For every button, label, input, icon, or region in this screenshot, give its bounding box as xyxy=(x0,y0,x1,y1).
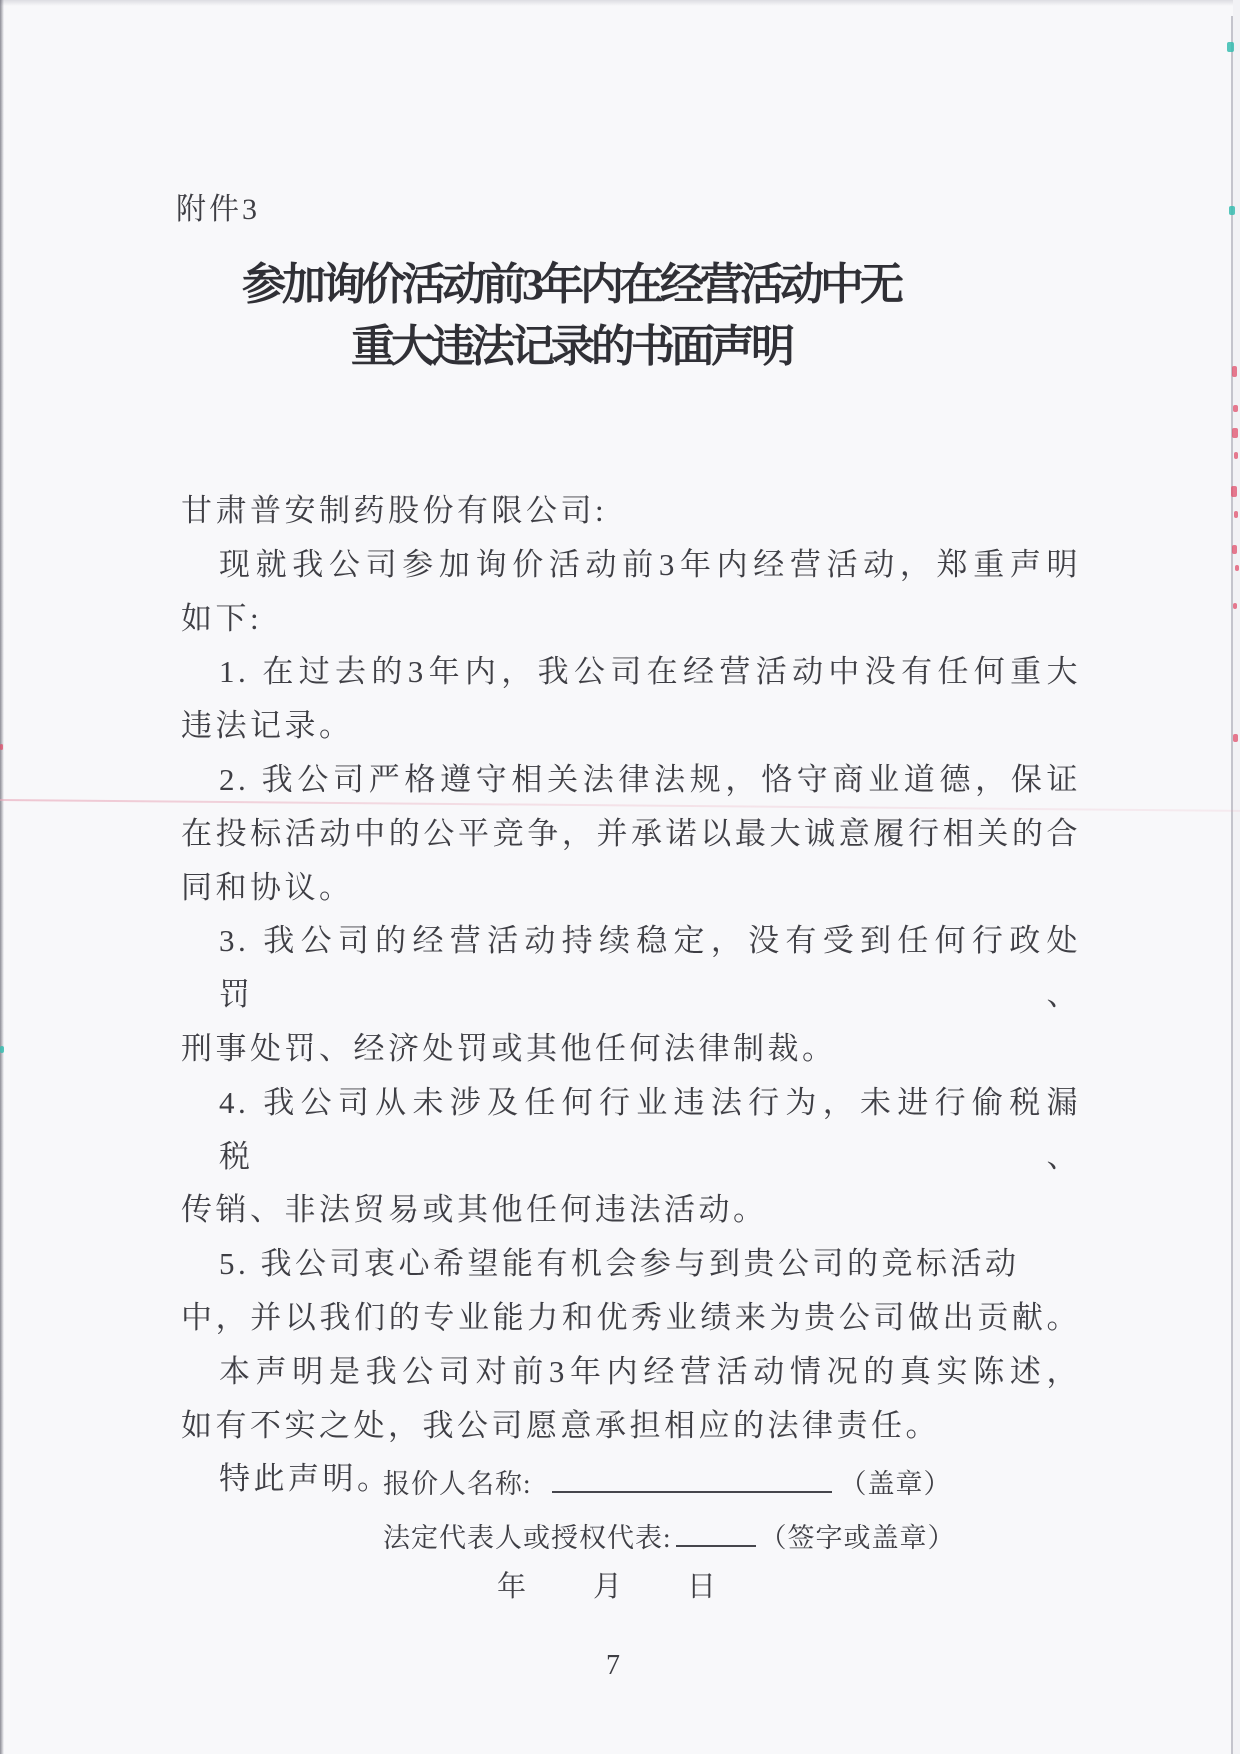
scan-speck-red xyxy=(1234,452,1238,459)
scan-speck-red xyxy=(1232,366,1237,377)
body-line: 同和协议。 xyxy=(181,869,354,905)
body-line: 如有不实之处，我公司愿意承担相应的法律责任。 xyxy=(181,1407,940,1443)
bidder-signature-row xyxy=(383,1462,952,1501)
body-line: 中，并以我们的专业能力和优秀业绩来为贵公司做出贡献。 xyxy=(181,1299,1081,1335)
body-line: 传销、非法贸易或其他任何违法活动。 xyxy=(181,1192,768,1228)
day-label: 日 xyxy=(687,1571,718,1603)
scan-speck-red xyxy=(1231,486,1237,497)
date-row xyxy=(497,1564,717,1605)
body-line: 刑事处罚、经济处罚或其他任何法律制裁。 xyxy=(181,1030,837,1066)
attachment-label: 附件3 xyxy=(176,193,260,226)
scan-speck-red xyxy=(1232,545,1237,554)
sign-or-seal-suffix-label: （签字或盖章） xyxy=(759,1523,956,1553)
bidder-name-blank-line xyxy=(552,1491,832,1493)
body-line: 在投标活动中的公平竞争，并承诺以最大诚意履行相关的合 xyxy=(181,815,1081,851)
scan-speck-teal xyxy=(1227,42,1234,52)
year-label: 年 xyxy=(497,1571,528,1603)
scan-speck-teal xyxy=(1229,206,1235,215)
body-line-closing: 特此声明。 xyxy=(219,1461,392,1497)
body-line-item-5: 5. 我公司衷心希望能有机会参与到贵公司的竞标活动 xyxy=(219,1246,1020,1282)
body-line: 本声明是我公司对前3年内经营活动情况的真实陈述， xyxy=(219,1353,1081,1389)
document-title-line2: 重大违法记录的书面声明 xyxy=(351,322,791,371)
scan-left-edge-line xyxy=(0,0,4,1754)
body-line-item-4: 4. 我公司从未涉及任何行业违法行为，未进行偷税漏税、 xyxy=(219,1084,1081,1174)
month-label: 月 xyxy=(593,1571,624,1603)
scan-speck-red xyxy=(1233,734,1238,742)
page-number: 7 xyxy=(606,1650,620,1681)
bidder-name-label: 报价人名称: xyxy=(383,1469,532,1499)
declaration-body xyxy=(181,484,1081,1506)
scan-right-margin xyxy=(1233,0,1240,1754)
body-line-item-3: 3. 我公司的经营活动持续稳定，没有受到任何行政处罚、 xyxy=(219,923,1081,1013)
representative-blank-line xyxy=(676,1545,756,1547)
scan-speck-red xyxy=(1233,603,1237,609)
scan-speck-red xyxy=(1235,565,1239,571)
scan-speck-red xyxy=(0,744,3,750)
scan-speck-teal xyxy=(0,1046,4,1053)
document-title-line1: 参加询价活动前3年内在经营活动中无 xyxy=(242,260,900,309)
body-line: 违法记录。 xyxy=(181,708,354,744)
scan-speck-red xyxy=(1232,428,1238,438)
body-line-addressee: 甘肃普安制药股份有限公司: xyxy=(181,493,608,528)
body-line-item-2: 2. 我公司严格遵守相关法律法规，恪守商业道德，保证 xyxy=(219,761,1081,797)
seal-suffix-label: （盖章） xyxy=(839,1469,952,1499)
scan-top-edge xyxy=(0,0,1240,6)
scan-speck-red xyxy=(1233,405,1238,412)
representative-label: 法定代表人或授权代表: xyxy=(383,1523,672,1553)
body-line: 现就我公司参加询价活动前3年内经营活动，郑重声明 xyxy=(219,546,1081,582)
body-line: 如下: xyxy=(181,600,263,636)
scan-right-edge-line xyxy=(1231,16,1233,1754)
representative-signature-row xyxy=(383,1516,956,1555)
body-line-item-1: 1. 在过去的3年内，我公司在经营活动中没有任何重大 xyxy=(219,654,1081,690)
document-title xyxy=(96,254,1046,378)
scan-speck-red xyxy=(1234,511,1238,518)
